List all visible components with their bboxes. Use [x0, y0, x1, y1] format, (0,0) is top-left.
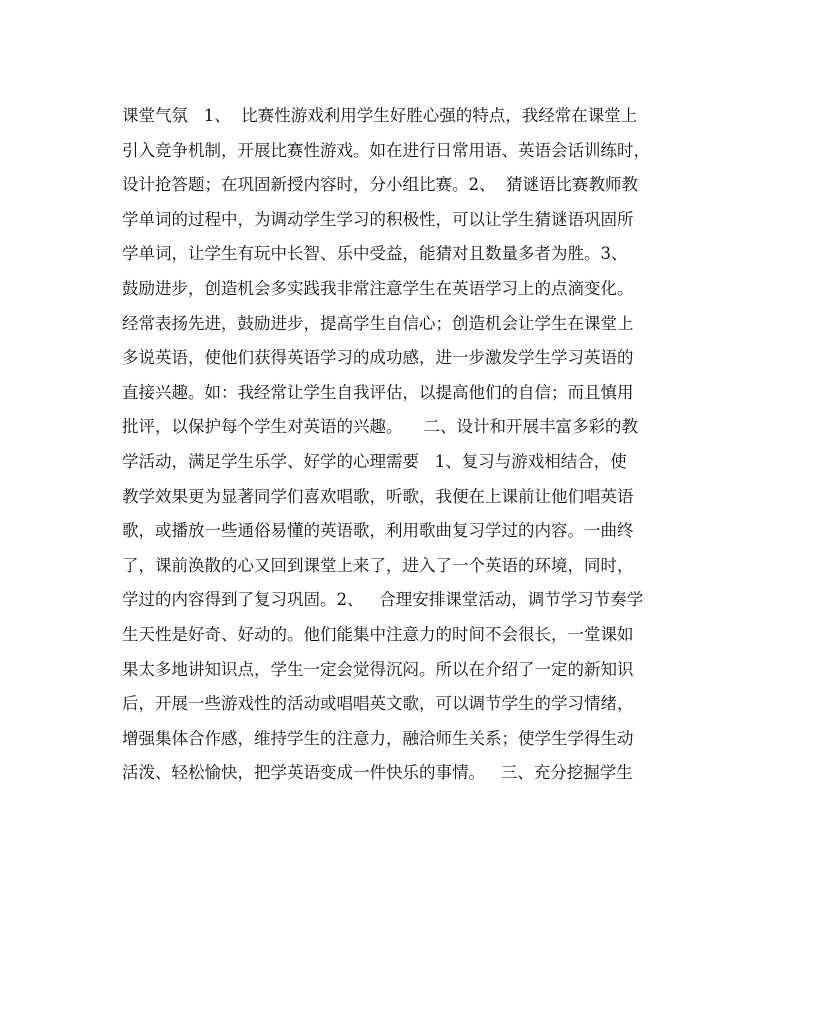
text-line-9: 直接兴趣。如：我经常让学生自我评估，以提高他们的自信；而且慎用 [122, 382, 634, 402]
text-line-14: 了，课前涣散的心又回到课堂上来了，进入了一个英语的环境，同时， [122, 555, 634, 575]
body-paragraph [122, 99, 702, 791]
text-line-4: 学单词的过程中，为调动学生学习的积极性，可以让学生猜谜语巩固所 [122, 209, 634, 229]
text-line-2: 引入竞争机制，开展比赛性游戏。如在进行日常用语、英语会话训练时， [122, 140, 650, 160]
text-line-7: 经常表扬先进，鼓励进步，提高学生自信心；创造机会让学生在课堂上 [122, 313, 634, 333]
text-line-15: 学过的内容得到了复习巩固。2、 合理安排课堂活动，调节学习节奏学 [122, 590, 644, 610]
text-line-20: 活泼、轻松愉快，把学英语变成一件快乐的事情。 三、充分挖掘学生 [122, 763, 633, 783]
text-line-19: 增强集体合作感，维持学生的注意力，融洽师生关系；使学生学得生动 [122, 728, 634, 748]
text-line-3: 设计抢答题；在巩固新授内容时，分小组比赛。2、 猜谜语比赛教师教 [122, 175, 638, 195]
text-line-11: 学活动，满足学生乐学、好学的心理需要 1、复习与游戏相结合，使 [122, 451, 627, 471]
text-line-18: 后，开展一些游戏性的活动或唱唱英文歌，可以调节学生的学习情绪， [122, 694, 634, 714]
text-line-17: 果太多地讲知识点，学生一定会觉得沉闷。所以在介绍了一定的新知识 [122, 659, 634, 679]
text-line-5: 学单词，让学生有玩中长智、乐中受益，能猜对且数量多者为胜。3、 [122, 244, 628, 264]
text-line-13: 歌，或播放一些通俗易懂的英语歌，利用歌曲复习学过的内容。一曲终 [122, 521, 634, 541]
text-line-1: 课堂气氛 1、 比赛性游戏利用学生好胜心强的特点，我经常在课堂上 [122, 106, 638, 125]
text-line-16: 生天性是好奇、好动的。他们能集中注意力的时间不会很长，一堂课如 [122, 624, 634, 644]
text-line-12: 教学效果更为显著同学们喜欢唱歌，听歌，我便在上课前让他们唱英语 [122, 486, 634, 506]
text-line-6: 鼓励进步，创造机会多实践我非常注意学生在英语学习上的点滴变化。 [122, 278, 634, 298]
text-line-10: 批评，以保护每个学生对英语的兴趣。 二、设计和开展丰富多彩的教 [122, 417, 638, 437]
text-line-8: 多说英语，使他们获得英语学习的成功感，进一步激发学生学习英语的 [122, 348, 634, 368]
